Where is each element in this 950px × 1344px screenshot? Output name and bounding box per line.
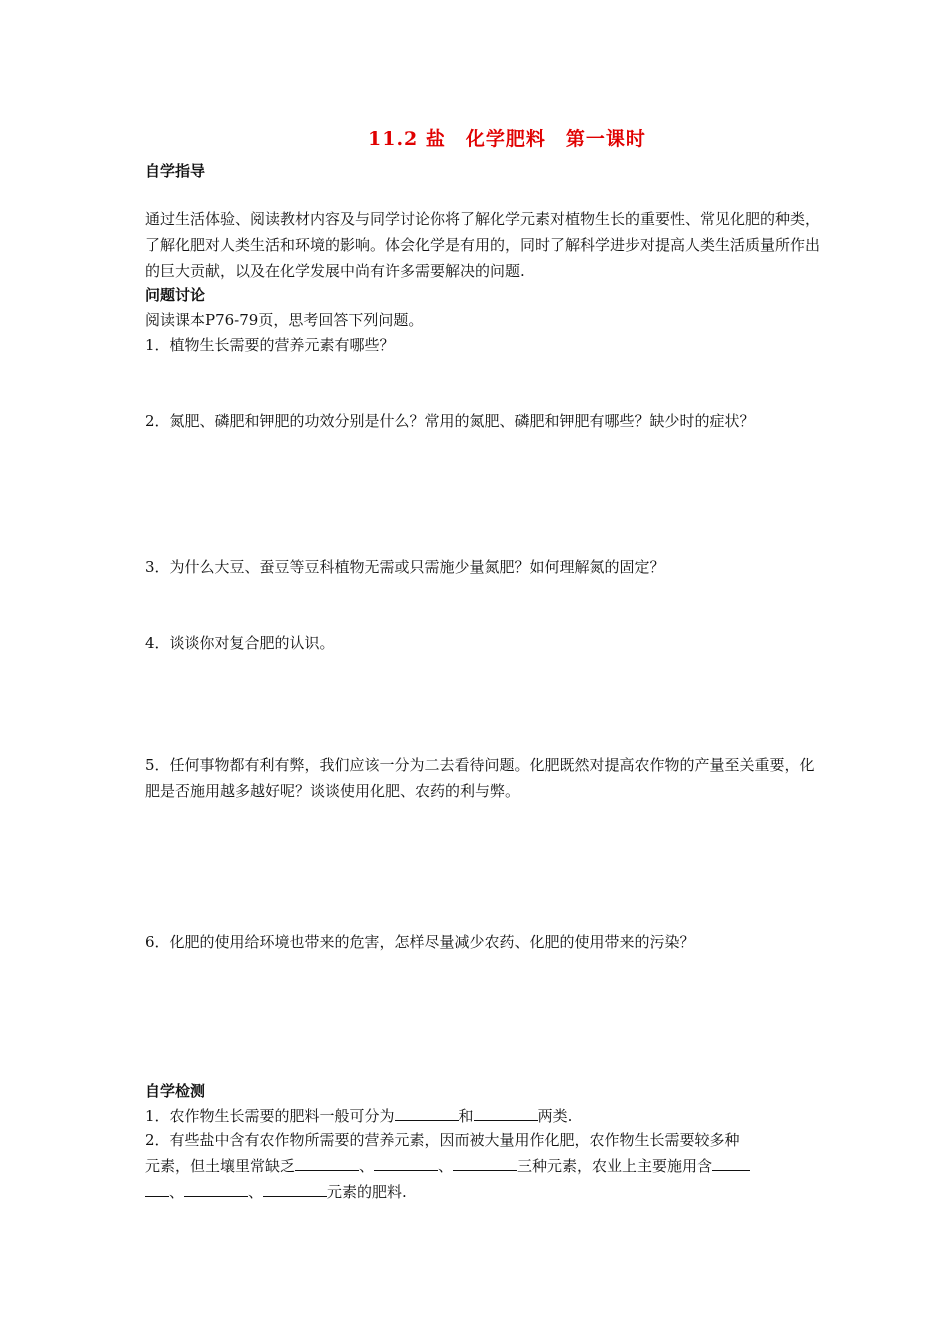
- test-q1-text-a: 1．农作物生长需要的肥料一般可分为: [145, 1107, 395, 1125]
- separator-text: 、: [169, 1183, 185, 1201]
- answer-blank[interactable]: [184, 1182, 248, 1197]
- answer-blank[interactable]: [395, 1106, 459, 1121]
- test-q1-text-c: 两类.: [537, 1107, 573, 1125]
- guide-paragraph: 通过生活体验、阅读教材内容及与同学讨论你将了解化学元素对植物生长的重要性、常见化肥的种类，了解化肥对人类生活和环境的影响。体会化学是有用的，同时了解科学进步对提高人类生活质量所作出的巨大贡献，以及在化学发展中尚有许多需要解决的问题.: [145, 210, 821, 280]
- test-question-1: [145, 1105, 572, 1126]
- test-question-2-line-1: 2．有些盐中含有农作物所需要的营养元素，因而被大量用作化肥，农作物生长需要较多种: [145, 1131, 740, 1149]
- page-title: 11.2 盐 化学肥料 第一课时: [368, 128, 646, 150]
- answer-blank[interactable]: [295, 1156, 359, 1171]
- question-2: 2．氮肥、磷肥和钾肥的功效分别是什么？常用的氮肥、磷肥和钾肥有哪些？缺少时的症状？: [145, 412, 755, 430]
- self-test-heading: 自学检测: [145, 1082, 206, 1100]
- answer-blank[interactable]: [712, 1156, 750, 1171]
- question-4: 4．谈谈你对复合肥的认识。: [145, 634, 335, 652]
- test-q2-text: 元素的肥料.: [327, 1183, 407, 1201]
- answer-blank[interactable]: [453, 1156, 517, 1171]
- answer-blank[interactable]: [374, 1156, 438, 1171]
- separator-text: 、: [359, 1157, 375, 1175]
- question-5: 5．任何事物都有利有弊，我们应该一分为二去看待问题。化肥既然对提高农作物的产量至关重要，化肥是否施用越多越好呢？谈谈使用化肥、农药的利与弊。: [145, 756, 815, 800]
- question-1: 1．植物生长需要的营养元素有哪些？: [145, 336, 395, 354]
- test-question-2-line-2: [145, 1155, 750, 1176]
- answer-blank[interactable]: [474, 1106, 538, 1121]
- test-q1-text-b: 和: [458, 1107, 474, 1125]
- test-q2-text: 元素，但土壤里常缺乏: [145, 1157, 296, 1175]
- test-q2-text: 三种元素，农业上主要施用含: [517, 1157, 713, 1175]
- answer-blank[interactable]: [263, 1182, 327, 1197]
- test-question-2-line-3: [145, 1181, 407, 1202]
- self-study-guide-heading: 自学指导: [145, 162, 206, 180]
- separator-text: 、: [438, 1157, 454, 1175]
- question-6: 6．化肥的使用给环境也带来的危害，怎样尽量减少农药、化肥的使用带来的污染？: [145, 933, 695, 951]
- separator-text: 、: [248, 1183, 264, 1201]
- discussion-heading: 问题讨论: [145, 286, 206, 304]
- answer-blank[interactable]: [145, 1182, 169, 1197]
- question-3: 3．为什么大豆、蚕豆等豆科植物无需或只需施少量氮肥？如何理解氮的固定？: [145, 558, 665, 576]
- discussion-intro: 阅读课本P76-79页，思考回答下列问题。: [145, 311, 424, 329]
